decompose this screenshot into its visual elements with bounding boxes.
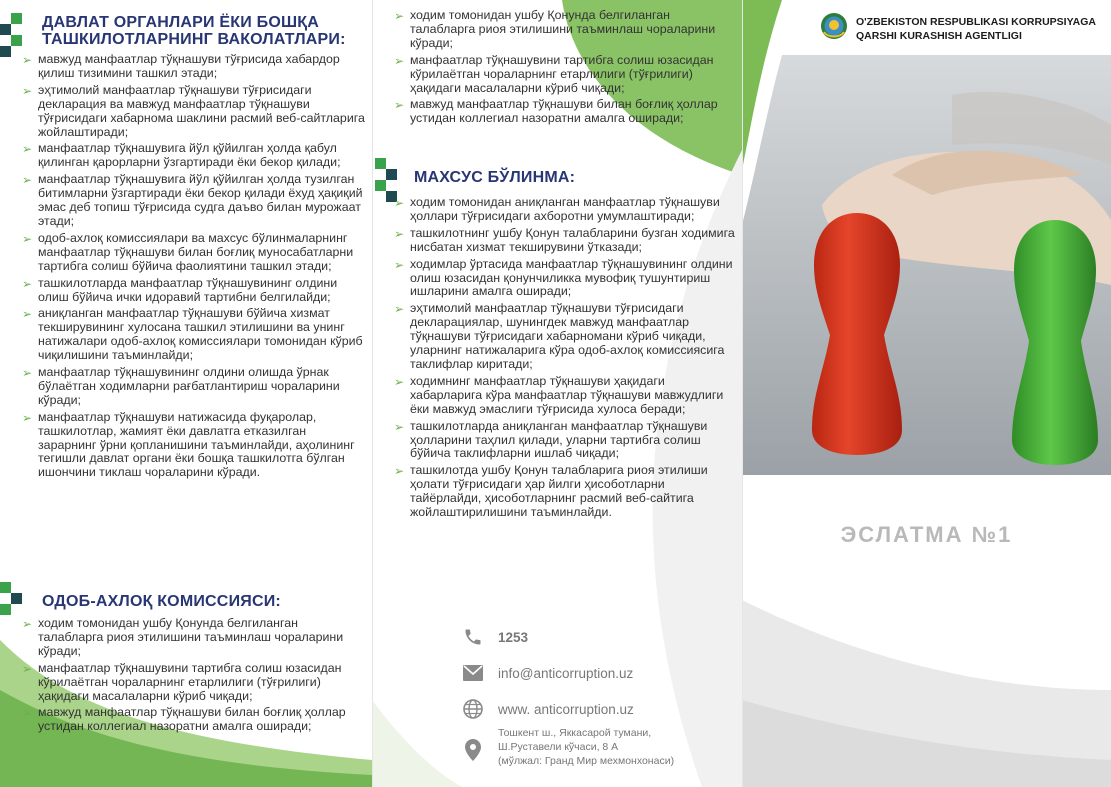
decor-square	[386, 169, 397, 180]
list-item-text: ташкилотларда манфаатлар тўқнашувининг олдини олиш бўйича ички идоравий тартибни белгилайди;	[38, 275, 338, 304]
arrow-bullet-icon: ➢	[394, 196, 405, 210]
fold-line	[372, 0, 373, 787]
arrow-bullet-icon: ➢	[22, 276, 33, 291]
arrow-bullet-icon: ➢	[394, 302, 405, 317]
arrow-bullet-icon: ➢	[22, 307, 33, 322]
list-item-text: ходим томонидан ушбу Қонунда белгиланган талабларга риоя этилишини таъминлаш чораларини кўради;	[410, 8, 716, 50]
cover-photo-figures	[742, 55, 1111, 475]
list-item	[22, 173, 366, 229]
heading-state-bodies: ДАВЛАТ ОРГАНЛАРИ ЁКИ БОШҚА ТАШКИЛОТЛАРНИНГ ВАКОЛАТЛАРИ:	[42, 14, 346, 48]
website: www. anticorruption.uz	[498, 701, 634, 717]
panel-left	[0, 0, 372, 787]
arrow-bullet-icon: ➢	[394, 53, 405, 68]
arrow-bullet-icon: ➢	[22, 366, 33, 381]
arrow-bullet-icon: ➢	[394, 257, 405, 272]
state-bodies-list	[22, 53, 366, 483]
list-item-text: манфаатлар тўқнашувини тартибга солиш юзасидан кўрилаётган чораларнинг етарлилиги (тўғрилиги) ҳақидаги масалаларни кўриб чиқади;	[410, 52, 714, 95]
list-item	[394, 54, 736, 96]
list-item-text: мавжуд манфаатлар тўқнашуви тўғрисида хабардор қилиш тизимини ташкил этади;	[38, 52, 340, 80]
phone-number: 1253	[498, 629, 529, 645]
decor-square	[11, 35, 22, 46]
arrow-bullet-icon: ➢	[22, 83, 33, 98]
list-item-text: манфаатлар тўқнашувига йўл қўйилган ҳолда қабул қилинган қарорларни ўзгартиради ёки бекор қилади;	[38, 141, 341, 170]
list-item	[394, 9, 736, 51]
decor-square	[0, 46, 11, 57]
heading-ethics-commission: ОДОБ-АХЛОҚ КОМИССИЯСИ:	[42, 593, 281, 610]
ethics-commission-list	[22, 617, 366, 737]
panel-cover	[742, 0, 1111, 787]
globe-icon	[462, 698, 484, 720]
list-item-text: одоб-ахлоқ комиссиялари ва махсус бўлинмаларнинг манфаатлар тўқнашуви билан боғлиқ муносабатларни тартибга солиш бўйича фаолиятини ташкил этади;	[38, 230, 354, 273]
list-item	[22, 232, 366, 274]
arrow-bullet-icon: ➢	[394, 464, 405, 479]
contact-website[interactable]	[462, 698, 634, 720]
list-item-text: мавжуд манфаатлар тўқнашуви билан боғлиқ ҳоллар устидан коллегиал назоратни амалга оширади;	[38, 705, 346, 734]
list-item	[394, 258, 736, 300]
list-item-text: ходимлар ўртасида манфаатлар тўқнашувининг олдини олиш юзасидан қонунчиликка мувофиқ тушунтириш ишларини амалга оширади;	[410, 256, 733, 299]
arrow-bullet-icon: ➢	[394, 98, 405, 113]
list-item	[394, 227, 736, 255]
emblem-icon	[820, 12, 848, 45]
address-line: Тошкент ш., Яккасарой тумани,	[498, 727, 652, 739]
arrow-bullet-icon: ➢	[22, 661, 33, 676]
list-item-text: ходимнинг манфаатлар тўқнашуви ҳақидаги хабарларига кўра манфаатлар тўқнашуви мавжудлиги ёки мавжуд эмаслиги тўғрисида хулоса беради;	[410, 373, 724, 416]
heading-special-unit: МАХСУС БЎЛИНМА:	[414, 169, 576, 186]
arrow-bullet-icon: ➢	[394, 419, 405, 434]
decor-square	[0, 582, 11, 593]
list-item	[394, 196, 736, 224]
list-item-text: манфаатлар тўқнашувининг олдини олишда ўрнак бўлаётган ходимларни рағбатлантириш чораларини кўради;	[38, 365, 340, 407]
decor-square	[375, 180, 386, 191]
decor-square	[11, 13, 22, 24]
agency-name-line: O'ZBEKISTON RESPUBLIKASI KORRUPSIYAGA	[856, 15, 1096, 28]
list-item	[394, 98, 736, 126]
list-item-text: эҳтимолий манфаатлар тўқнашуви тўғрисидаги декларациялар, шунингдек мавжуд манфаатлар тўқнашуви тўғрисидаги хабарномани кўриб чиқади, уларнинг натижаларига кўра одоб-ахлоқ комиссиясига таклифлар киритади;	[410, 301, 725, 371]
list-item-text: манфаатлар тўқнашувига йўл қўйилган ҳолда тузилган битимларни ўзгартиради ёки бекор қилади ёхуд ҳақиқий эмас деб топиш тўғрисида судга даъво билан мурожаат этади;	[38, 172, 363, 228]
list-item-text: манфаатлар тўқнашуви натижасида фуқаролар, ташкилотлар, жамият ёки давлатга етказилган зарарнинг ўрни қопланишини таъминлайди, аҳолининг тегишли давлат органи ёки бошқа ташкилотга бўлган ишончини тиклаш чораларини кўради.	[38, 409, 355, 480]
contact-email[interactable]	[462, 662, 633, 684]
contact-phone[interactable]	[462, 626, 528, 648]
address-block	[498, 726, 674, 768]
location-icon	[462, 739, 484, 761]
list-item	[394, 302, 736, 372]
list-item-text: ходим томонидан аниқланган манфаатлар тўқнашуви ҳоллари тўғрисидаги ахборотни умумлаштиради;	[410, 195, 720, 223]
decor-square	[0, 604, 11, 615]
list-item	[22, 277, 366, 305]
panel-middle	[372, 0, 742, 787]
arrow-bullet-icon: ➢	[22, 706, 33, 721]
arrow-bullet-icon: ➢	[22, 142, 33, 157]
list-item-text: ташкилотнинг ушбу Қонун талабларини бузган ходимига нисбатан хизмат текширувини ўтказади;	[410, 225, 735, 254]
list-item-text: ходим томонидан ушбу Қонунда белгиланган талабларга риоя этилишини таъминлаш чораларини кўради;	[38, 616, 344, 658]
arrow-bullet-icon: ➢	[22, 617, 33, 631]
list-item	[22, 84, 366, 140]
agency-brand	[820, 12, 1096, 45]
arrow-bullet-icon: ➢	[22, 231, 33, 246]
list-item	[394, 375, 736, 417]
list-item-text: манфаатлар тўқнашувини тартибга солиш юзасидан кўрилаётган чораларнинг етарлилиги (тўғрилиги) ҳақидаги масалаларни кўриб чиқади;	[38, 660, 342, 703]
contact-address-icon-row	[462, 739, 498, 761]
fold-line	[742, 0, 743, 787]
arrow-bullet-icon: ➢	[22, 410, 33, 425]
list-item	[22, 366, 366, 408]
arrow-bullet-icon: ➢	[394, 374, 405, 389]
list-item	[22, 307, 366, 363]
list-item-text: мавжуд манфаатлар тўқнашуви билан боғлиқ ҳоллар устидан коллегиал назоратни амалга оширади;	[410, 97, 718, 126]
list-item	[394, 420, 736, 462]
address-line: (мўлжал: Гранд Мир мехмонхонаси)	[498, 755, 675, 767]
arrow-bullet-icon: ➢	[394, 226, 405, 241]
email-address: info@anticorruption.uz	[498, 665, 634, 681]
list-item	[22, 706, 366, 734]
list-item	[22, 411, 366, 481]
arrow-bullet-icon: ➢	[22, 173, 33, 188]
list-item-text: аниқланган манфаатлар тўқнашуви бўйича хизмат текширувининг хулосана ташкил этилишини ва унинг натижалари одоб-ахлоқ комиссиялари томонидан кўриб чиқилишини таъминлайди;	[38, 306, 363, 363]
cover-title: ЭСЛАТМА №1	[840, 522, 1013, 547]
mail-icon	[462, 662, 484, 684]
list-item-text: ташкилотда ушбу Қонун талабларига риоя этилиши ҳолати тўғрисидаги ҳар йилги ҳисоботларни тайёрлайди, ҳисоботларнинг расмий веб-сайтига жойлаштирилишини таъминлайди.	[410, 463, 708, 520]
list-item-text: ташкилотларда аниқланган манфаатлар тўқнашуви ҳолларини таҳлил қилади, уларни тартибга солиш бўйича таклифларни ишлаб чиқади;	[410, 418, 708, 461]
agency-name-line: QARSHI KURASHISH AGENTLIGI	[856, 29, 1022, 42]
arrow-bullet-icon: ➢	[394, 9, 405, 23]
decor-square	[375, 158, 386, 169]
phone-icon	[462, 626, 484, 648]
list-item	[22, 142, 366, 170]
address-line: Ш.Руставели кўчаси, 8 А	[498, 741, 619, 753]
list-item	[22, 662, 366, 704]
decor-square	[0, 24, 11, 35]
list-item	[22, 617, 366, 659]
ethics-commission-list-continued	[394, 9, 736, 129]
decor-square	[11, 593, 22, 604]
special-unit-list	[394, 196, 736, 523]
list-item-text: эҳтимолий манфаатлар тўқнашуви тўғрисидаги декларация ва мавжуд манфаатлар тўқнашуви тўғрисидаги хабарнома шаклини расмий веб-сайтларига жойлаштиради;	[38, 82, 365, 139]
list-item	[394, 464, 736, 520]
list-item	[22, 53, 366, 81]
arrow-bullet-icon: ➢	[22, 53, 33, 67]
